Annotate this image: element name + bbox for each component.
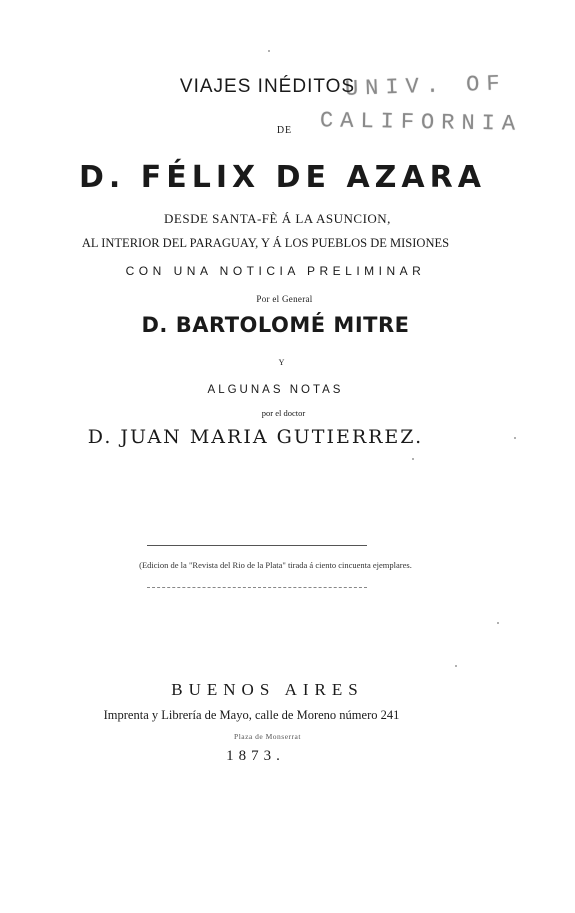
- edition-note: (Edicion de la "Revista del Rio de la Plata" tirada á ciento cincuenta ejemplares.: [139, 560, 412, 570]
- divider-top: [147, 545, 367, 546]
- some-notes-line: ALGUNAS NOTAS: [207, 384, 344, 396]
- route-line-1: DESDE SANTA-FÈ Á LA ASUNCION,: [164, 211, 391, 226]
- paper-speck: [268, 50, 270, 52]
- library-stamp-line1: UNIV. OF: [344, 71, 508, 102]
- book-title: VIAJES INÉDITOS: [179, 76, 356, 97]
- paper-speck: [514, 437, 516, 439]
- publication-year: 1873.: [226, 748, 285, 764]
- paper-speck: [497, 622, 499, 624]
- paper-speck: [412, 458, 414, 460]
- route-line-2: AL INTERIOR DEL PARAGUAY, Y Á LOS PUEBLOS DE MISIONES: [81, 236, 450, 250]
- preposition-de: DE: [276, 125, 293, 136]
- paper-speck: [455, 665, 457, 667]
- publication-city: BUENOS AIRES: [171, 680, 364, 699]
- author-name: D. FÉLIX DE AZARA: [79, 160, 486, 195]
- by-doctor-line: por el doctor: [261, 408, 306, 418]
- divider-bottom: [147, 587, 367, 588]
- preliminary-note-line: CON UNA NOTICIA PRELIMINAR: [125, 264, 426, 278]
- library-stamp-line2: CALIFORNIA: [319, 108, 523, 137]
- doctor-name: D. JUAN MARIA GUTIERREZ.: [87, 426, 424, 448]
- by-general-line: Por el General: [256, 294, 313, 304]
- plaza-line: Plaza de Monserrat: [234, 732, 301, 741]
- printer-imprint: Imprenta y Librería de Mayo, calle de Moreno número 241: [103, 708, 400, 722]
- general-name: D. BARTOLOMÉ MITRE: [141, 313, 410, 337]
- conjunction-y: Y: [278, 358, 285, 367]
